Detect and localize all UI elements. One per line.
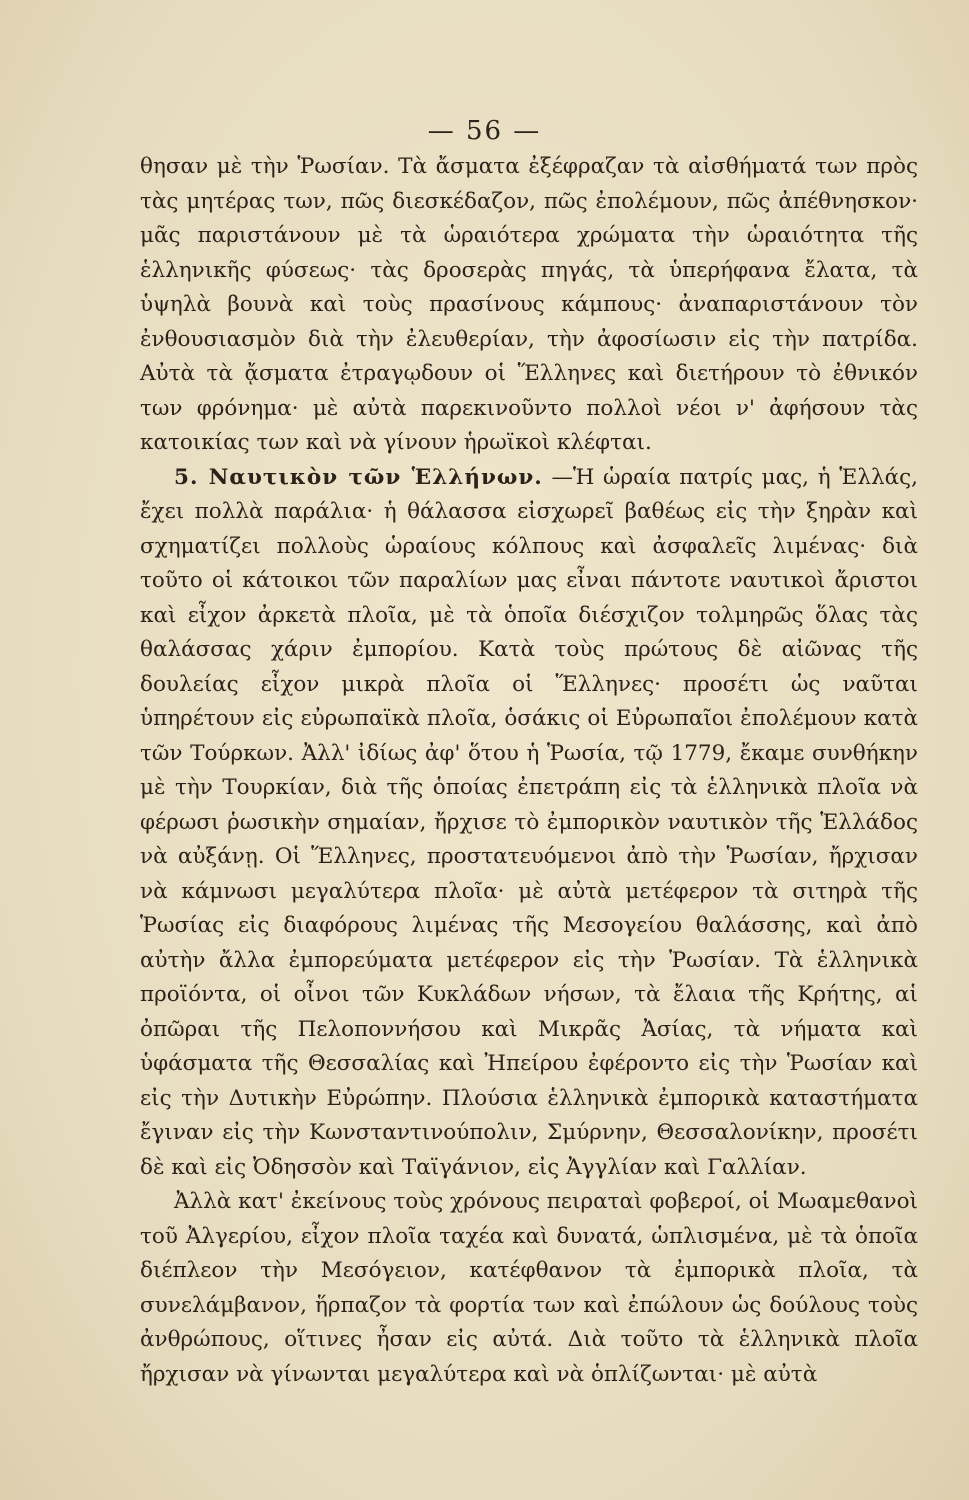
paragraph-songs: θησαν μὲ τὴν Ῥωσίαν. Τὰ ἄσματα ἐξέφραζαν τὰ αἰσθήματά των πρὸς τὰς μητέρας των, πῶς διεσκέδαζον, πῶς ἐπολέμουν, πῶς ἀπέθνησκον· μᾶς παριστάνουν μὲ τὰ ὡραιότερα χρώματα τὴν ὡραιότητα τῆς ἑλληνικῆς φύσεως· τὰς δροσερὰς πηγάς, τὰ ὑπερήφανα ἔλατα, τὰ ὑψηλὰ βουνὰ καὶ τοὺς πρασίνους κάμπους· ἀναπαριστάνουν τὸν ἐνθουσιασμὸν διὰ τὴν ἐλευθερίαν, τὴν ἀφοσίωσιν εἰς τὴν πατρίδα. Αὐτὰ τὰ ᾄσματα ἐτραγῳδουν οἱ Ἕλληνες καὶ διετήρουν τὸ ἐθνικόν των φρόνημα· μὲ αὐτὰ παρεκινοῦντο πολλοὶ νέοι ν' ἀφήσουν τὰς κατοικίας των καὶ νὰ γίνουν ἡρωϊκοὶ κλέφται. <box>140 154 918 455</box>
page-number: — 56 — <box>427 116 542 146</box>
paragraph-navy <box>140 461 918 1186</box>
section-lead-text: —Ἡ ὡραία πατρίς μας, ἡ Ἑλλάς, ἔχει πολλὰ παράλια· ἡ θάλασσα εἰσχωρεῖ βαθέως εἰς τὴν ξηρὰν καὶ σχηματίζει πολλοὺς ὡραίους κόλπους καὶ ἀσφαλεῖς λιμένας· διὰ τοῦτο οἱ κάτοικοι τῶν παραλίων μας εἶναι πάντοτε ναυτικοὶ ἄριστοι καὶ εἶχον ἀρκετὰ πλοῖα, μὲ τὰ ὁποῖα διέσχιζον τολμηρῶς ὅλας τὰς θαλάσσας χάριν ἐμπορίου. Κατὰ τοὺς πρώτους δὲ αἰῶνας τῆς δουλείας εἶχον μικρὰ πλοῖα οἱ Ἕλληνες· προσέτι ὡς ναῦται ὑπηρέτουν εἰς εὐρωπαϊκὰ πλοῖα, ὁσάκις οἱ Εὐρωπαῖοι ἐπολέμουν κατὰ τῶν Τούρκων. Ἀλλ' ἰδίως ἀφ' ὅτου ἡ Ῥωσία, τῷ 1779, ἔκαμε συνθήκην μὲ τὴν Τουρκίαν, διὰ τῆς ὁποίας ἐπετράπη εἰς τὰ ἑλληνικὰ πλοῖα νὰ φέρωσι ῥωσικὴν σημαίαν, ἤρχισε τὸ ἐμπορικὸν ναυτικὸν τῆς Ἑλλάδος νὰ αὐξάνῃ. Οἱ Ἕλληνες, προστατευόμενοι ἀπὸ τὴν Ῥωσίαν, ἤρχισαν νὰ κάμνωσι μεγαλύτερα πλοῖα· μὲ αὐτὰ μετέφερον τὰ σιτηρὰ τῆς Ῥωσίας εἰς διαφόρους λιμένας τῆς Μεσογείου θαλάσσης, καὶ ἀπὸ αὐτὴν ἄλλα ἐμπορεύματα μετέφερον εἰς τὴν Ῥωσίαν. Τὰ ἑλληνικὰ προϊόντα, οἱ οἶνοι τῶν Κυκλάδων νήσων, τὰ ἔλαια τῆς Κρήτης, αἱ ὀπῶραι τῆς Πελοποννήσου καὶ Μικρᾶς Ἀσίας, τὰ νήματα καὶ ὑφάσματα τῆς Θεσσαλίας καὶ Ἠπείρου ἐφέροντο εἰς τὴν Ῥωσίαν καὶ εἰς τὴν Δυτικὴν Εὐρώπην. Πλούσια ἑλληνικὰ ἐμπορικὰ καταστήματα ἔγιναν εἰς τὴν Κωνσταντινούπολιν, Σμύρνην, Θεσσαλονίκην, προσέτι δὲ καὶ εἰς Ὀδησσὸν καὶ Ταϊγάνιον, εἰς Ἀγγλίαν καὶ Γαλλίαν. <box>140 464 918 1180</box>
body-text <box>140 150 918 1392</box>
paragraph-pirates: Ἀλλὰ κατ' ἐκείνους τοὺς χρόνους πειραταὶ φοβεροί, οἱ Μωαμεθανοὶ τοῦ Ἀλγερίου, εἶχον πλοῖα ταχέα καὶ δυνατά, ὡπλισμένα, μὲ τὰ ὁποῖα διέπλεον τὴν Μεσόγειον, κατέφθανον τὰ ἐμπορικὰ πλοῖα, τὰ συνελάμβανον, ἥρπαζον τὰ φορτία των καὶ ἐπώλουν ὡς δούλους τοὺς ἀνθρώπους, οἵτινες ἦσαν εἰς αὐτά. Διὰ τοῦτο τὰ ἑλληνικὰ πλοῖα ἤρχισαν νὰ γίνωνται μεγαλύτερα καὶ νὰ ὁπλίζωνται· μὲ αὐτὰ <box>140 1189 918 1387</box>
section-heading: 5. Ναυτικὸν τῶν Ἑλλήνων. <box>174 464 543 490</box>
